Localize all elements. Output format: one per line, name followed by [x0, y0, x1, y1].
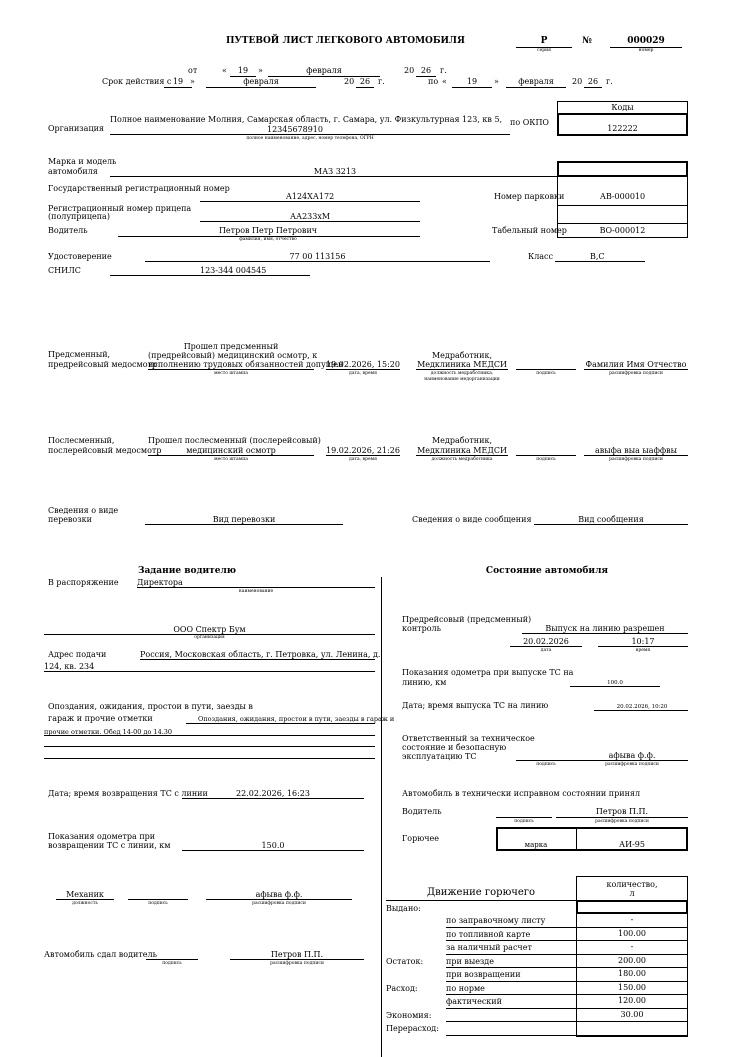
fuel-row-group: Экономия: — [386, 1010, 432, 1020]
number-value: 000029 — [627, 36, 665, 46]
fuel-issued-label: Выдано: — [386, 904, 421, 913]
resp-label-3: эксплуатацию ТС — [402, 752, 477, 761]
pre-date-caption: дата, время — [349, 371, 377, 376]
post-med-label-2: послерейсовый медосмотр — [48, 446, 162, 455]
state-pre-value: Выпуск на линию разрешен — [545, 624, 665, 633]
post-med-text-1: Прошел послесменный (послерейсовый) — [148, 436, 321, 445]
mechanic-name-caption: расшифровка подписи — [252, 901, 306, 906]
fuel-row-group: Перерасход: — [386, 1024, 439, 1033]
model-label-1: Марка и модель — [48, 157, 117, 166]
series-value: Р — [540, 36, 548, 46]
year-prefix-3: 20 — [572, 77, 583, 86]
fuel-qty-blank — [576, 900, 688, 914]
pre-med-name: Фамилия Имя Отчество — [585, 360, 687, 369]
fuel-row-value: - — [630, 942, 634, 951]
pre-med-text-3: исполнению трудовых обязанностей допущен — [148, 360, 344, 369]
fuel-row-value: 180.00 — [618, 969, 646, 978]
handed-label: Автомобиль сдал водитель — [44, 950, 157, 959]
quote-open: « — [222, 66, 227, 75]
state-pre-label-2: контроль — [402, 624, 441, 633]
handed-name-caption: расшифровка подписи — [270, 961, 324, 966]
quote-close: » — [258, 66, 263, 75]
state-driver-name-caption: расшифровка подписи — [595, 819, 649, 824]
trailer-label-2: (полуприцепа) — [48, 212, 110, 221]
trailer-value: АА233хМ — [289, 212, 331, 221]
state-title: Состояние автомобиля — [485, 566, 609, 576]
pre-name-caption: расшифровка подписи — [609, 371, 663, 376]
model-label-2: автомобиля — [48, 167, 98, 176]
valid-to-year: 26 — [587, 77, 599, 86]
pre-med-text-1: Прошел предсменный — [183, 342, 279, 351]
transport-comm-label: Сведения о виде сообщения — [412, 515, 532, 524]
parking-label: Номер парковки — [494, 192, 565, 201]
year-suffix: г. — [440, 66, 447, 75]
return-value: 22.02.2026, 16:23 — [236, 789, 310, 798]
date-year: 26 — [420, 66, 432, 75]
fuel-row-label: при выезде — [446, 956, 494, 966]
class-value: В,С — [590, 252, 605, 261]
valid-from-month: февраля — [243, 77, 279, 86]
valid-from-day: 19 — [172, 77, 184, 86]
post-worker-caption: должность медработника — [431, 457, 493, 462]
odo-out-label-2: линию, км — [402, 678, 447, 687]
fuel-row-label: за наличный расчет — [446, 943, 532, 952]
okpo-cell — [557, 113, 688, 136]
return-odo-label-2: возвращении ТС с линии, км — [48, 841, 171, 850]
state-driver-sign-caption: подпись — [514, 819, 534, 824]
address-label: Адрес подачи — [48, 650, 107, 659]
state-time-caption: время — [635, 648, 651, 653]
fuel-qty-header-1: количество, — [606, 880, 658, 889]
resp-name-caption: расшифровка подписи — [605, 762, 659, 767]
date-from-label: от — [188, 66, 198, 75]
fuel-label: Горючее — [402, 834, 439, 843]
transport-type-label-1: Сведения о виде — [48, 506, 119, 515]
return-odo-value: 150.0 — [261, 841, 285, 850]
handed-name: Петров П.П. — [270, 950, 324, 959]
year-prefix: 20 — [404, 66, 415, 75]
address-line1: Россия, Московская область, г. Петровка, ул. Ленина, д. — [140, 650, 381, 659]
tab-value: ВО-000012 — [599, 226, 646, 235]
state-pre-time: 10:17 — [631, 637, 655, 646]
release-value: 20.02.2026, 10:20 — [616, 704, 668, 710]
quote-close-2: » — [190, 77, 195, 86]
post-med-name: авыфа выа ыаффвы — [595, 446, 677, 455]
address-line2: 124, кв. 234 — [44, 662, 95, 671]
state-driver-label: Водитель — [402, 807, 442, 816]
date-day: 19 — [237, 66, 249, 75]
fuel-row-value: - — [630, 915, 634, 924]
pre-med-text-2: (предрейсовый) медицинский осмотр, к — [148, 351, 318, 360]
mechanic-name: афыва ф.ф. — [255, 890, 303, 899]
post-date-caption: дата, время — [349, 457, 377, 462]
fuel-row-value: 100.00 — [618, 928, 646, 938]
quote-open-2: « — [442, 77, 447, 86]
fuel-row-label: фактический — [446, 997, 502, 1006]
valid-to-month: февраля — [518, 77, 554, 86]
fuel-row-value: 30.00 — [620, 1009, 644, 1019]
fuel-movement-title: Движение горючего — [426, 887, 536, 898]
handed-sign-caption: подпись — [162, 961, 182, 966]
okpo-label: по ОКПО — [510, 118, 549, 127]
mechanic-position-caption: должность — [72, 901, 98, 906]
post-stamp-caption: место штампа — [214, 457, 248, 462]
year-prefix-2: 20 — [344, 77, 355, 86]
fuel-qty-header-2: л — [629, 889, 635, 898]
delays-label-1: Опоздания, ожидания, простои в пути, заезды в — [48, 702, 253, 711]
disposal-label: В распоряжение — [48, 578, 119, 587]
fuel-row-label: по заправочному листу — [446, 916, 546, 925]
codes-blank-cell — [557, 161, 688, 177]
odo-out-label-1: Показания одометра при выпуске ТС на — [402, 668, 574, 677]
fuel-brand-label: марка — [524, 841, 548, 849]
year-suffix-3: г. — [606, 77, 613, 86]
return-label: Дата; время возвращения ТС с линии — [48, 789, 208, 798]
fuel-row-value: 150.00 — [618, 982, 646, 992]
number-sign: № — [582, 36, 592, 46]
tab-label: Табельный номер — [492, 226, 567, 235]
pre-stamp-caption: место штампа — [214, 371, 248, 376]
post-med-date: 19.02.2026, 21:26 — [326, 446, 400, 455]
driver-label: Водитель — [48, 226, 88, 235]
valid-from-year: 26 — [359, 77, 371, 86]
transport-comm-value: Вид сообщения — [578, 515, 644, 524]
org-value-line1: Полное наименование Молния, Самарская область, г. Самара, ул. Физкультурная 123, кв 5, — [110, 115, 503, 124]
fuel-row-label: по норме — [446, 983, 485, 993]
series-caption: серия — [537, 48, 551, 53]
accepted-label: Автомобиль в технически исправном состоянии принял — [402, 789, 641, 798]
resp-label-2: состояние и безопасную — [402, 743, 507, 752]
pre-med-label-1: Предсменный, — [48, 350, 111, 359]
resp-sign-caption: подпись — [536, 762, 556, 767]
pre-worker-2: Медклиника МЕДСИ — [417, 360, 507, 369]
year-suffix-2: г. — [378, 77, 385, 86]
post-med-label-1: Послесменный, — [48, 436, 115, 445]
resp-label-1: Ответственный за техническое — [402, 734, 535, 743]
task-org-caption: организация — [194, 635, 225, 640]
delays-label-2: гараж и прочие отметки — [48, 714, 153, 723]
reg-label: Государственный регистрационный номер — [48, 184, 230, 193]
pre-sign-caption: подпись — [536, 371, 556, 376]
snils-value: 123-344 004545 — [200, 266, 267, 275]
pre-med-date: 19.02.2026, 15:20 — [326, 360, 400, 369]
task-title: Задание водителю — [137, 566, 237, 576]
date-month: февраля — [306, 66, 342, 75]
transport-type-value: Вид перевозки — [212, 515, 276, 524]
org-value-line2: 12345678910 — [267, 125, 323, 134]
okpo-value: 122222 — [607, 124, 638, 133]
quote-close-3: » — [494, 77, 499, 86]
fuel-row-group: Остаток: — [386, 956, 424, 966]
task-org-value: ООО Спектр Бум — [173, 625, 246, 634]
pre-med-label-2: предрейсовый медосмотр — [48, 360, 158, 369]
mechanic-value: Механик — [66, 890, 104, 899]
org-label: Организация — [48, 124, 104, 133]
transport-type-label-2: перевозки — [48, 515, 92, 524]
return-odo-label-1: Показания одометра при — [48, 832, 156, 841]
license-label: Удостоверение — [48, 252, 112, 261]
driver-value: Петров Петр Петрович — [218, 226, 318, 235]
reg-value: А124ХА172 — [285, 192, 335, 201]
page-title: ПУТЕВОЙ ЛИСТ ЛЕГКОВОГО АВТОМОБИЛЯ — [226, 36, 465, 46]
state-driver-name: Петров П.П. — [595, 807, 649, 816]
snils-label: СНИЛС — [48, 266, 81, 275]
state-pre-date: 20.02.2026 — [523, 637, 569, 646]
class-label: Класс — [528, 252, 554, 261]
pre-worker-1: Медработник, — [431, 351, 492, 360]
column-divider — [381, 577, 382, 1057]
trailer-label-1: Регистрационный номер прицепа — [48, 204, 192, 213]
fuel-row-value: 120.00 — [618, 996, 646, 1005]
fuel-row-label: по топливной карте — [446, 929, 531, 939]
org-caption: полное наименование, адрес, номер телефона, ОГРН — [246, 136, 374, 141]
post-med-text-2: медицинский осмотр — [186, 446, 276, 455]
delays-value-1: Опоздания, ожидания, простои в пути, заезды в гараж и — [198, 715, 395, 723]
fuel-row-label: при возвращении — [446, 970, 521, 979]
disposal-value: Директора — [137, 578, 183, 587]
parking-value: АВ-000010 — [599, 192, 646, 201]
pre-worker-caption-1: должность медработника, — [430, 371, 494, 376]
disposal-caption: наименование — [238, 589, 274, 594]
pre-worker-caption-2: наименование медорганизации — [424, 377, 500, 382]
fuel-row-group: Расход: — [386, 983, 418, 993]
license-value: 77 00 113156 — [289, 252, 346, 261]
state-pre-label-1: Предрейсовый (предсменный) — [402, 615, 532, 624]
codes-title: Коды — [611, 103, 634, 112]
fuel-brand-value: АИ-95 — [619, 840, 645, 849]
state-date-caption: дата — [540, 648, 552, 653]
driver-caption: фамилия, имя, отчество — [239, 237, 297, 242]
valid-to-label: по — [428, 77, 439, 86]
resp-name: афыва ф.ф. — [608, 751, 656, 760]
release-label: Дата; время выпуска ТС на линию — [402, 701, 549, 710]
model-value: МАЗ 3213 — [313, 167, 357, 176]
post-sign-caption: подпись — [536, 457, 556, 462]
delays-value-2: прочие отметки. Обед 14-00 до 14.30 — [44, 728, 173, 736]
post-worker-2: Медклиника МЕДСИ — [417, 446, 507, 455]
post-name-caption: расшифровка подписи — [609, 457, 663, 462]
mechanic-sign-caption: подпись — [148, 901, 168, 906]
validity-label: Срок действия с — [102, 77, 172, 86]
odo-out-value: 100.0 — [607, 680, 623, 686]
valid-to-day: 19 — [466, 77, 478, 86]
fuel-row-value: 200.00 — [618, 955, 646, 965]
number-caption: номер — [638, 48, 654, 53]
fuel-qty-header — [576, 876, 688, 901]
post-worker-1: Медработник, — [431, 436, 492, 445]
